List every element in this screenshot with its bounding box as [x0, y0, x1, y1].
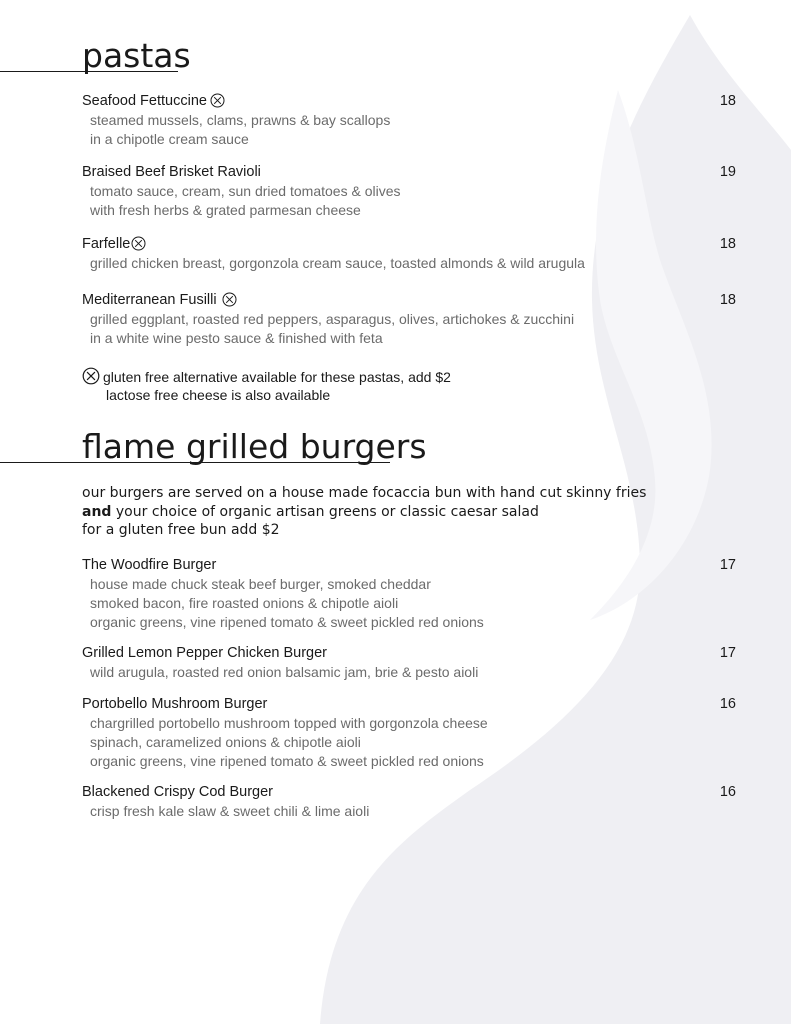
item-name: Seafood Fettuccine [82, 93, 207, 109]
item-name: Blackened Crispy Cod Burger [82, 784, 274, 800]
item-description: crisp fresh kale slaw & sweet chili & lime aioli [90, 803, 370, 819]
item-name: The Woodfire Burger [82, 557, 217, 573]
menu-item [82, 92, 742, 149]
menu-item [82, 783, 742, 821]
menu-item [82, 163, 742, 220]
item-price: 18 [719, 93, 736, 109]
gluten-free-note-line: gluten free alternative available for these pastas, add $2 [103, 369, 451, 385]
item-description: wild arugula, roasted red onion balsamic jam, brie & pesto aioli [90, 664, 479, 680]
item-name: Portobello Mushroom Burger [82, 696, 268, 712]
item-description: tomato sauce, cream, sun dried tomatoes & olives with fresh herbs & grated parmesan cheese [90, 183, 401, 218]
item-description: grilled eggplant, roasted red peppers, asparagus, olives, artichokes & zucchini in a white wine pesto sauce & finished with feta [90, 311, 575, 346]
menu-item [82, 695, 742, 771]
item-price: 16 [719, 696, 736, 712]
item-name: Grilled Lemon Pepper Chicken Burger [82, 645, 328, 661]
item-name: Mediterranean Fusilli [82, 292, 217, 308]
gluten-free-note [82, 367, 451, 404]
item-price: 19 [719, 164, 736, 180]
item-description: house made chuck steak beef burger, smoked cheddar smoked bacon, fire roasted onions & chipotle aioli organic greens, vine ripened tomato & sweet pickled red onions [90, 576, 484, 630]
item-price: 18 [719, 292, 736, 308]
pastas-section-title: pastas [82, 36, 191, 75]
gluten-free-icon [82, 367, 100, 385]
item-name: Braised Beef Brisket Ravioli [82, 164, 261, 180]
item-name: Farfelle [82, 236, 131, 252]
gluten-free-icon [131, 236, 146, 251]
gluten-free-icon [210, 93, 225, 108]
lactose-free-note-line: lactose free cheese is also available [106, 387, 331, 403]
item-description: grilled chicken breast, gorgonzola cream sauce, toasted almonds & wild arugula [90, 255, 585, 271]
burgers-intro: our burgers are served on a house made focaccia bun with hand cut skinny fries and your choice of organic artisan greens or classic caesar salad for a gluten free bun add $2 [82, 485, 647, 538]
item-price: 17 [719, 557, 736, 573]
item-price: 17 [719, 645, 736, 661]
menu-item [82, 644, 742, 682]
item-price: 16 [719, 784, 736, 800]
item-price: 18 [719, 236, 736, 252]
gluten-free-icon [222, 292, 237, 307]
item-description: chargrilled portobello mushroom topped with gorgonzola cheese spinach, caramelized onions & chipotle aioli organic greens, vine ripened tomato & sweet pickled red onions [90, 715, 488, 769]
menu-item [82, 291, 742, 348]
item-description: steamed mussels, clams, prawns & bay scallops in a chipotle cream sauce [90, 112, 391, 147]
menu-item [82, 556, 742, 632]
menu-item [82, 235, 742, 273]
burgers-section-title: flame grilled burgers [82, 427, 427, 466]
